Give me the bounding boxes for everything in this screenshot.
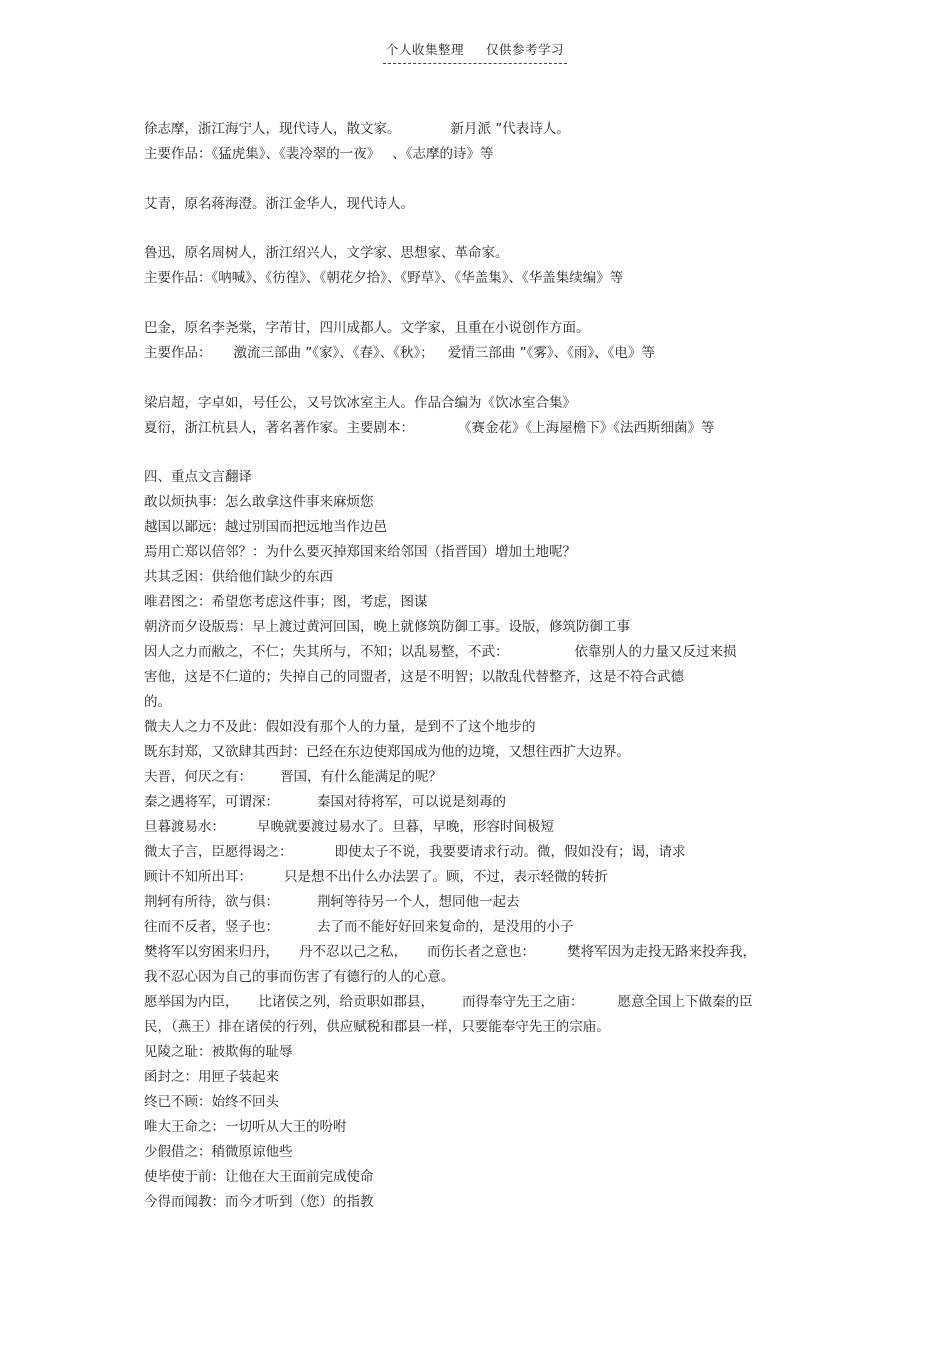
text-segment: 秦国对待将军，可以说是刻毒的 [317, 794, 506, 810]
author-lu-line2: 主要作品：《呐喊》、《彷徨》、《朝花夕拾》、《野草》、《华盖集》、《华盖集续编》等 [144, 270, 624, 286]
translation-line: 共其乏困：供给他们缺少的东西 [144, 569, 333, 585]
translation-line: 微夫人之力不及此：假如没有那个人的力量，是到不了这个地步的 [144, 719, 536, 735]
translation-line: 少假借之：稍微原谅他些 [144, 1144, 293, 1160]
text-segment: 旦暮渡易水： [144, 819, 225, 835]
text-segment: 晋国，有什么能满足的呢？ [280, 769, 442, 785]
text-segment: 而得奉守先王之庙： [462, 994, 584, 1010]
text-segment: 比诸侯之列，给贡职如郡县， [258, 994, 434, 1010]
author-xu-line2 [144, 145, 494, 163]
text-segment: 爱情三部曲 ”《雾》、《雨》、《电》等 [447, 345, 655, 361]
translation-line: 使毕使于前：让他在大王面前完成使命 [144, 1169, 374, 1185]
text-segment: 新月派 ”代表诗人。 [450, 121, 570, 137]
text-segment: 夏衍，浙江杭县人，著名著作家。主要剧本： [144, 420, 414, 436]
text-segment: 荆轲等待另一个人，想同他一起去 [317, 894, 520, 910]
text-segment: 顾计不知所出耳： [144, 869, 252, 885]
translation-line: 唯君图之：希望您考虑这件事；图，考虑，图谋 [144, 594, 428, 610]
translation-line: 的。 [144, 694, 171, 710]
translation-line: 今得而闻教：而今才听到（您）的指教 [144, 1194, 374, 1210]
text-segment: 愿举国为内臣， [144, 994, 239, 1010]
translation-line: 见陵之耻：被欺侮的耻辱 [144, 1044, 293, 1060]
translation-line [144, 818, 554, 836]
section-title: 四、重点文言翻译 [144, 469, 252, 485]
author-lu-line1: 鲁迅，原名周树人，浙江绍兴人，文学家、思想家、革命家。 [144, 245, 509, 261]
text-segment: 愿意全国上下做秦的臣 [617, 994, 753, 1010]
page-header [383, 40, 567, 64]
text-segment: 丹不忍以己之私， [299, 944, 407, 960]
header-left-text: 个人收集整理 [385, 42, 464, 57]
text-segment: 樊将军因为走投无路来投奔我， [567, 944, 756, 960]
text-segment: 荆轲有所待，欲与俱： [144, 894, 279, 910]
translation-line: 我不忍心因为自己的事而伤害了有德行的人的心意。 [144, 969, 455, 985]
translation-line [144, 793, 506, 811]
author-ba-line1: 巴金，原名李尧棠，字芾甘，四川成都人。文学家，且重在小说创作方面。 [144, 320, 590, 336]
text-segment: 主要作品： [144, 345, 212, 361]
text-segment: 即使太子不说，我要要请求行动。微，假如没有；谒，请求 [334, 844, 686, 860]
translation-line: 焉用亡郑以倍邻？：为什么要灭掉郑国来给邻国（指晋国）增加土地呢？ [144, 544, 576, 560]
translation-line [144, 868, 608, 886]
text-segment: 往而不反者，竖子也： [144, 919, 279, 935]
translation-line: 敢以烦执事：怎么敢拿这件事来麻烦您 [144, 494, 374, 510]
text-segment: 夫晋，何厌之有： [144, 769, 252, 785]
text-segment: 秦之遇将军，可谓深： [144, 794, 279, 810]
text-segment: 微太子言，臣愿得谒之： [144, 844, 293, 860]
author-liang: 梁启超，字卓如，号任公，又号饮冰室主人。作品合编为《饮冰室合集》 [144, 395, 576, 411]
author-ba-line2 [144, 344, 655, 362]
author-aiqing: 艾青，原名蒋海澄。浙江金华人，现代诗人。 [144, 196, 414, 212]
translation-line [144, 918, 574, 936]
translation-line: 唯大王命之：一切听从大王的吩咐 [144, 1119, 347, 1135]
text-segment: 早晚就要渡过易水了。旦暮，早晚，形容时间极短 [257, 819, 554, 835]
text-segment: 樊将军以穷困来归丹， [144, 944, 279, 960]
text-segment: 、《志摩的诗》等 [392, 146, 494, 162]
translation-line [144, 768, 442, 786]
author-xia [144, 419, 715, 437]
translation-line: 朝济而夕设版焉：早上渡过黄河回国，晚上就修筑防御工事。设版，修筑防御工事 [144, 619, 630, 635]
text-segment: 而伤长者之意也： [427, 944, 535, 960]
text-segment: 只是想不出什么办法罢了。顾，不过，表示轻微的转折 [284, 869, 608, 885]
translation-line: 既东封郑，又欲肆其西封：已经在东边使郑国成为他的边境，又想往西扩大边界。 [144, 744, 630, 760]
translation-line: 终已不顾：始终不回头 [144, 1094, 279, 1110]
text-segment: 主要作品：《猛虎集》、《裴冷翠的一夜》 [144, 146, 381, 162]
translation-line: 民，（燕王）排在诸侯的行列，供应赋税和郡县一样，只要能奉守先王的宗庙。 [144, 1019, 610, 1035]
text-segment: 因人之力而敝之，不仁；失其所与，不知；以乱易整，不武： [144, 644, 509, 660]
text-segment: 《赛金花》《上海屋檐下》《法西斯细菌》等 [458, 420, 715, 436]
translation-line [144, 893, 520, 911]
translation-line [144, 843, 686, 861]
translation-line [144, 643, 737, 661]
text-segment: 去了而不能好好回来复命的，是没用的小子 [317, 919, 574, 935]
header-right-text: 仅供参考学习 [486, 42, 565, 57]
text-segment: 激流三部曲 ”《家》、《春》、《秋》； [233, 345, 434, 361]
translation-line: 函封之：用匣子装起来 [144, 1069, 279, 1085]
text-segment: 徐志摩，浙江海宁人，现代诗人，散文家。 [144, 121, 401, 137]
translation-line [144, 943, 756, 961]
author-xu-line1 [144, 120, 570, 138]
translation-line [144, 993, 753, 1011]
translation-line: 越国以鄙远：越过别国而把远地当作边邑 [144, 519, 387, 535]
translation-line: 害他，这是不仁道的；失掉自己的同盟者，这是不明智；以散乱代替整齐，这是不符合武德 [144, 669, 684, 685]
text-segment: 依靠别人的力量又反过来损 [574, 644, 737, 660]
